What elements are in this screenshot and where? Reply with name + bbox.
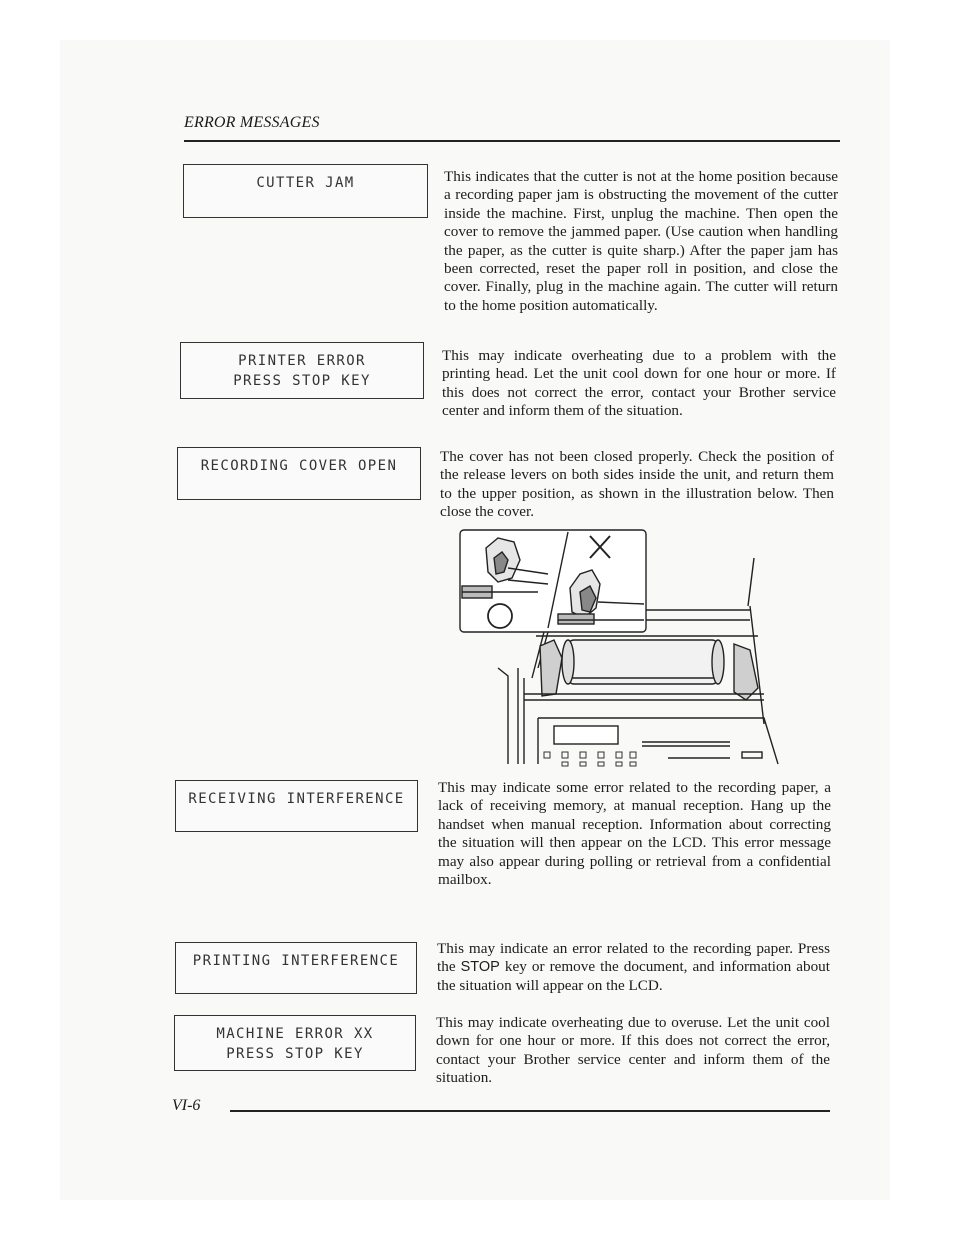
lcd-message-receiving-interference — [175, 780, 418, 832]
header-divider — [184, 140, 840, 142]
lcd-message-printing-interference — [175, 942, 417, 994]
lcd-line: CUTTER JAM — [256, 175, 355, 191]
lcd-line: PRINTER ERROR — [238, 353, 366, 369]
lcd-line: PRINTING INTERFERENCE — [192, 953, 400, 969]
stop-key-label: STOP — [460, 959, 500, 976]
footer-divider — [230, 1110, 830, 1112]
lcd-message-cutter-jam — [183, 164, 428, 218]
description-text: key or remove the document, and information about the situation will appear on the LCD. — [437, 958, 830, 994]
description-printer-error: This may indicate overheating due to a problem with the printing head. Let the unit cool down for one hour or more. If this does not correct the error, contact your Brother service center and inform them of the situation. — [442, 347, 836, 420]
lcd-line: RECORDING COVER OPEN — [200, 458, 398, 474]
description-cutter-jam: This indicates that the cutter is not at the home position because a recording paper jam is obstructing the movement of the cutter inside the machine. First, unplug the machine. Then open the cover to remove the jammed paper. (Use caution when handling the paper, as the cutter is quite sharp.) After the paper jam has been corrected, reset the paper roll in position, and close the cover. Finally, plug in the machine again. The cutter will return to the home position automatically. — [444, 168, 838, 314]
section-title: ERROR MESSAGES — [184, 114, 320, 131]
description-machine-error: This may indicate overheating due to overuse. Let the unit cool down for one hour or more. If this does not correct the error, contact your Brother service center and inform them of the situation. — [436, 1014, 830, 1087]
description-printing-interference — [437, 940, 830, 995]
lcd-message-machine-error — [174, 1015, 416, 1071]
description-receiving-interference: This may indicate some error related to the recording paper, a lack of receiving memory, at manual reception. Hang up the handset when manual reception. Information about correcting the situation will then appear on the LCD. This error message may also appear during polling or retrieval from a confidential mailbox. — [438, 779, 831, 889]
lcd-line: PRESS STOP KEY — [226, 1046, 364, 1062]
description-recording-cover-open: The cover has not been closed properly. Check the position of the release levers on both sides inside the unit, and return them to the upper position, as shown in the illustration below. Then close the cover. — [440, 448, 834, 521]
lcd-message-recording-cover-open — [177, 447, 421, 500]
lcd-line: MACHINE ERROR XX — [216, 1026, 374, 1042]
lcd-message-printer-error — [180, 342, 424, 399]
release-lever-illustration — [458, 528, 798, 768]
lcd-line: PRESS STOP KEY — [233, 373, 371, 389]
lcd-line: RECEIVING INTERFERENCE — [188, 791, 405, 807]
page-number: VI-6 — [172, 1097, 201, 1114]
description-text: This may indicate an error related to the recording paper. Press the — [437, 940, 830, 976]
